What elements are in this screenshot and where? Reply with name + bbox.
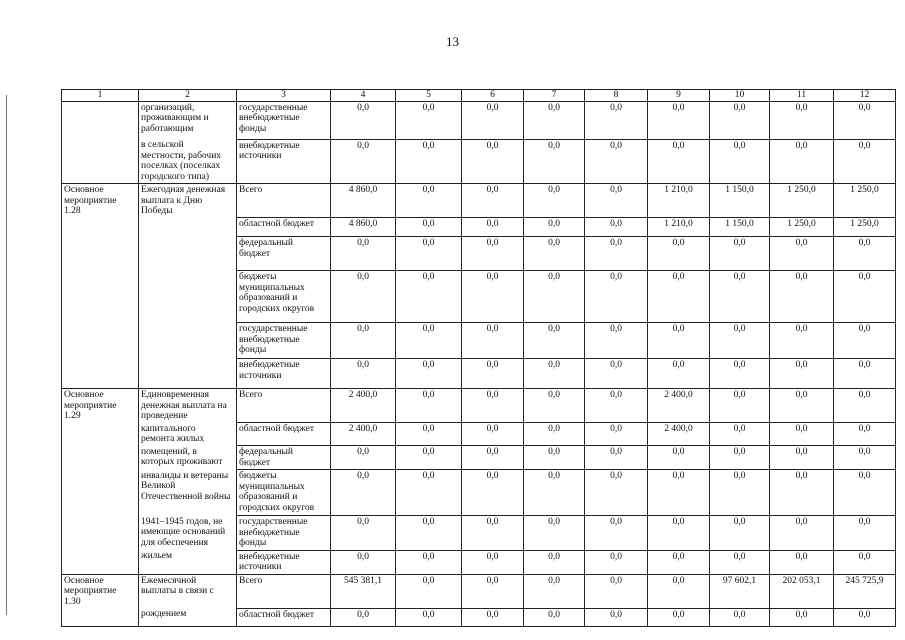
value-cell: 0,0 bbox=[396, 470, 462, 516]
activity-name-text: организаций, проживающим и работающим bbox=[141, 102, 209, 134]
value-cell: 0,0 bbox=[396, 608, 462, 626]
value-cell: 0,0 bbox=[770, 423, 834, 446]
value-cell: 0,0 bbox=[648, 359, 710, 389]
value-cell: 0,0 bbox=[770, 101, 834, 139]
funding-source-text: бюджеты муниципальных образований и городских округов bbox=[239, 471, 315, 513]
funding-source-cell bbox=[237, 389, 331, 423]
activity-code-cell bbox=[62, 101, 139, 139]
column-header: 9 bbox=[648, 90, 710, 102]
value-cell: 0,0 bbox=[834, 550, 896, 574]
value-cell: 2 400,0 bbox=[648, 423, 710, 446]
funding-source-cell bbox=[237, 608, 331, 626]
funding-source-cell bbox=[237, 446, 331, 470]
value-cell: 0,0 bbox=[585, 550, 648, 574]
value-cell: 0,0 bbox=[770, 323, 834, 359]
table-row bbox=[62, 608, 896, 626]
value-cell: 0,0 bbox=[834, 359, 896, 389]
value-cell: 2 400,0 bbox=[331, 389, 396, 423]
value-cell: 0,0 bbox=[770, 608, 834, 626]
activity-code-cell bbox=[62, 271, 139, 323]
value-cell: 0,0 bbox=[648, 271, 710, 323]
value-cell: 0,0 bbox=[396, 323, 462, 359]
activity-name-text: жильем bbox=[141, 551, 172, 561]
value-cell: 0,0 bbox=[462, 218, 524, 237]
funding-source-text: внебюджетные источники bbox=[239, 360, 300, 381]
table-row bbox=[62, 446, 896, 470]
table-row bbox=[62, 550, 896, 574]
funding-source-cell bbox=[237, 323, 331, 359]
activity-name-text: рождением bbox=[141, 609, 187, 619]
column-header: 5 bbox=[396, 90, 462, 102]
value-cell: 0,0 bbox=[834, 446, 896, 470]
value-cell: 0,0 bbox=[396, 271, 462, 323]
funding-source-cell bbox=[237, 101, 331, 139]
funding-source-text: федеральный бюджет bbox=[239, 447, 293, 468]
value-cell: 0,0 bbox=[648, 323, 710, 359]
value-cell: 1 250,0 bbox=[770, 184, 834, 218]
activity-name-cell bbox=[139, 446, 237, 470]
value-cell: 0,0 bbox=[331, 550, 396, 574]
activity-name-cell bbox=[139, 323, 237, 359]
activity-name-text: Ежегодная денежная выплата к Дню Победы bbox=[141, 185, 226, 216]
value-cell: 0,0 bbox=[770, 470, 834, 516]
activity-code-cell bbox=[62, 389, 139, 423]
value-cell: 0,0 bbox=[710, 101, 770, 139]
table-row bbox=[62, 574, 896, 608]
funding-source-text: Всего bbox=[239, 185, 263, 195]
value-cell: 1 210,0 bbox=[648, 184, 710, 218]
value-cell: 0,0 bbox=[770, 359, 834, 389]
value-cell: 0,0 bbox=[770, 446, 834, 470]
funding-source-cell bbox=[237, 184, 331, 218]
value-cell: 0,0 bbox=[331, 359, 396, 389]
funding-source-cell bbox=[237, 218, 331, 237]
value-cell: 0,0 bbox=[834, 271, 896, 323]
value-cell: 0,0 bbox=[524, 271, 585, 323]
column-header: 2 bbox=[139, 90, 237, 102]
value-cell: 0,0 bbox=[462, 323, 524, 359]
value-cell: 0,0 bbox=[396, 550, 462, 574]
value-cell: 97 602,1 bbox=[710, 574, 770, 608]
activity-name-cell bbox=[139, 271, 237, 323]
value-cell: 0,0 bbox=[524, 359, 585, 389]
value-cell: 0,0 bbox=[710, 237, 770, 271]
value-cell: 0,0 bbox=[648, 550, 710, 574]
value-cell: 0,0 bbox=[834, 323, 896, 359]
value-cell: 0,0 bbox=[710, 550, 770, 574]
funding-source-cell bbox=[237, 271, 331, 323]
funding-source-text: внебюджетные источники bbox=[239, 140, 300, 161]
value-cell: 4 860,0 bbox=[331, 218, 396, 237]
value-cell: 0,0 bbox=[834, 139, 896, 184]
funding-source-cell bbox=[237, 423, 331, 446]
table-row bbox=[62, 359, 896, 389]
activity-name-cell bbox=[139, 139, 237, 184]
activity-name-text: капитального ремонта жилых bbox=[141, 423, 205, 444]
funding-source-cell bbox=[237, 470, 331, 516]
value-cell: 0,0 bbox=[524, 608, 585, 626]
activity-name-cell bbox=[139, 218, 237, 237]
table-row bbox=[62, 470, 896, 516]
value-cell: 0,0 bbox=[834, 101, 896, 139]
value-cell: 202 053,1 bbox=[770, 574, 834, 608]
activity-name-cell bbox=[139, 389, 237, 423]
value-cell: 0,0 bbox=[331, 101, 396, 139]
value-cell: 0,0 bbox=[585, 389, 648, 423]
value-cell: 0,0 bbox=[524, 139, 585, 184]
activity-code-cell bbox=[62, 218, 139, 237]
funding-source-text: бюджеты муниципальных образований и городских округов bbox=[239, 272, 315, 314]
value-cell: 0,0 bbox=[585, 574, 648, 608]
value-cell: 0,0 bbox=[524, 470, 585, 516]
activity-code-cell bbox=[62, 139, 139, 184]
table-row bbox=[62, 184, 896, 218]
value-cell: 0,0 bbox=[834, 608, 896, 626]
value-cell: 0,0 bbox=[462, 516, 524, 551]
value-cell: 0,0 bbox=[648, 446, 710, 470]
value-cell: 0,0 bbox=[648, 608, 710, 626]
funding-source-cell bbox=[237, 139, 331, 184]
activity-name-cell bbox=[139, 516, 237, 551]
activity-code-text: Основное мероприятие 1.28 bbox=[64, 185, 117, 216]
value-cell: 0,0 bbox=[585, 139, 648, 184]
value-cell: 0,0 bbox=[710, 389, 770, 423]
value-cell: 0,0 bbox=[396, 423, 462, 446]
column-header: 3 bbox=[237, 90, 331, 102]
value-cell: 0,0 bbox=[462, 139, 524, 184]
value-cell: 0,0 bbox=[396, 359, 462, 389]
funding-source-cell bbox=[237, 516, 331, 551]
activity-code-cell bbox=[62, 470, 139, 516]
activity-code-cell bbox=[62, 574, 139, 608]
value-cell: 0,0 bbox=[648, 101, 710, 139]
activity-name-cell bbox=[139, 550, 237, 574]
value-cell: 2 400,0 bbox=[648, 389, 710, 423]
value-cell: 2 400,0 bbox=[331, 423, 396, 446]
value-cell: 0,0 bbox=[585, 237, 648, 271]
table-row bbox=[62, 516, 896, 551]
value-cell: 0,0 bbox=[710, 423, 770, 446]
funding-source-text: Всего bbox=[239, 575, 263, 586]
value-cell: 0,0 bbox=[585, 323, 648, 359]
value-cell: 0,0 bbox=[524, 446, 585, 470]
funding-source-cell bbox=[237, 550, 331, 574]
value-cell: 0,0 bbox=[585, 446, 648, 470]
value-cell: 1 150,0 bbox=[710, 184, 770, 218]
value-cell: 0,0 bbox=[396, 184, 462, 218]
value-cell: 0,0 bbox=[585, 101, 648, 139]
value-cell: 0,0 bbox=[462, 574, 524, 608]
value-cell: 0,0 bbox=[524, 101, 585, 139]
value-cell: 0,0 bbox=[710, 608, 770, 626]
funding-source-cell bbox=[237, 237, 331, 271]
value-cell: 0,0 bbox=[834, 423, 896, 446]
funding-source-text: внебюджетные источники bbox=[239, 551, 300, 572]
value-cell: 0,0 bbox=[331, 446, 396, 470]
activity-code-cell bbox=[62, 608, 139, 626]
value-cell: 0,0 bbox=[462, 423, 524, 446]
value-cell: 0,0 bbox=[331, 608, 396, 626]
activity-name-cell bbox=[139, 101, 237, 139]
activity-name-text: в сельской местности, рабочих поселках (поселках городского типа) bbox=[141, 140, 222, 182]
value-cell: 0,0 bbox=[396, 237, 462, 271]
value-cell: 0,0 bbox=[710, 323, 770, 359]
activity-code-text: Основное мероприятие 1.29 bbox=[64, 390, 117, 421]
column-header: 7 bbox=[524, 90, 585, 102]
value-cell: 0,0 bbox=[834, 470, 896, 516]
value-cell: 0,0 bbox=[331, 237, 396, 271]
table-row bbox=[62, 101, 896, 139]
value-cell: 0,0 bbox=[648, 237, 710, 271]
activity-name-cell bbox=[139, 359, 237, 389]
value-cell: 0,0 bbox=[524, 218, 585, 237]
activity-code-cell bbox=[62, 323, 139, 359]
value-cell: 0,0 bbox=[462, 608, 524, 626]
funding-source-text: областной бюджет bbox=[239, 219, 315, 229]
value-cell: 0,0 bbox=[524, 550, 585, 574]
value-cell: 0,0 bbox=[396, 139, 462, 184]
value-cell: 0,0 bbox=[585, 271, 648, 323]
funding-source-cell bbox=[237, 359, 331, 389]
value-cell: 0,0 bbox=[585, 608, 648, 626]
table-row bbox=[62, 237, 896, 271]
value-cell: 0,0 bbox=[770, 516, 834, 551]
value-cell: 1 250,0 bbox=[834, 218, 896, 237]
value-cell: 0,0 bbox=[834, 237, 896, 271]
activity-code-cell bbox=[62, 516, 139, 551]
activity-code-cell bbox=[62, 359, 139, 389]
value-cell: 0,0 bbox=[396, 101, 462, 139]
value-cell: 0,0 bbox=[396, 389, 462, 423]
value-cell: 0,0 bbox=[585, 516, 648, 551]
value-cell: 0,0 bbox=[331, 323, 396, 359]
value-cell: 0,0 bbox=[585, 470, 648, 516]
activity-code-cell bbox=[62, 184, 139, 218]
value-cell: 0,0 bbox=[834, 516, 896, 551]
value-cell: 0,0 bbox=[770, 550, 834, 574]
activity-code-cell bbox=[62, 237, 139, 271]
value-cell: 0,0 bbox=[462, 359, 524, 389]
value-cell: 0,0 bbox=[524, 574, 585, 608]
activity-name-text: инвалиды и ветераны Великой Отечественной войны bbox=[141, 470, 231, 502]
page-number: 13 bbox=[446, 34, 459, 49]
column-header: 10 bbox=[710, 90, 770, 102]
value-cell: 0,0 bbox=[648, 470, 710, 516]
activity-code-cell bbox=[62, 550, 139, 574]
value-cell: 0,0 bbox=[462, 389, 524, 423]
value-cell: 0,0 bbox=[770, 271, 834, 323]
value-cell: 1 250,0 bbox=[770, 218, 834, 237]
value-cell: 0,0 bbox=[710, 446, 770, 470]
value-cell: 0,0 bbox=[524, 516, 585, 551]
value-cell: 0,0 bbox=[524, 184, 585, 218]
value-cell: 0,0 bbox=[524, 423, 585, 446]
column-header: 8 bbox=[585, 90, 648, 102]
activity-name-cell bbox=[139, 470, 237, 516]
column-header: 12 bbox=[834, 90, 896, 102]
funding-source-text: областной бюджет bbox=[239, 424, 315, 434]
value-cell: 0,0 bbox=[710, 470, 770, 516]
funding-source-cell bbox=[237, 574, 331, 608]
value-cell: 0,0 bbox=[770, 139, 834, 184]
activity-code-text: Основное мероприятие 1.30 bbox=[64, 575, 117, 607]
budget-table bbox=[61, 89, 896, 627]
value-cell: 0,0 bbox=[331, 470, 396, 516]
value-cell: 0,0 bbox=[710, 359, 770, 389]
value-cell: 0,0 bbox=[331, 516, 396, 551]
value-cell: 0,0 bbox=[396, 446, 462, 470]
value-cell: 0,0 bbox=[396, 218, 462, 237]
activity-name-cell bbox=[139, 574, 237, 608]
table-row bbox=[62, 323, 896, 359]
value-cell: 0,0 bbox=[462, 446, 524, 470]
value-cell: 0,0 bbox=[524, 323, 585, 359]
value-cell: 1 150,0 bbox=[710, 218, 770, 237]
column-header: 4 bbox=[331, 90, 396, 102]
funding-source-text: государственные внебюджетные фонды bbox=[239, 517, 308, 548]
activity-name-text: Ежемесячной выплаты в связи с bbox=[141, 575, 214, 596]
value-cell: 0,0 bbox=[462, 271, 524, 323]
value-cell: 0,0 bbox=[770, 237, 834, 271]
value-cell: 0,0 bbox=[648, 139, 710, 184]
value-cell: 0,0 bbox=[524, 237, 585, 271]
value-cell: 4 860,0 bbox=[331, 184, 396, 218]
value-cell: 245 725,9 bbox=[834, 574, 896, 608]
value-cell: 0,0 bbox=[331, 271, 396, 323]
value-cell: 1 250,0 bbox=[834, 184, 896, 218]
value-cell: 0,0 bbox=[710, 139, 770, 184]
page-margin-line bbox=[6, 95, 7, 615]
value-cell: 0,0 bbox=[585, 184, 648, 218]
value-cell: 1 210,0 bbox=[648, 218, 710, 237]
value-cell: 0,0 bbox=[396, 574, 462, 608]
value-cell: 545 381,1 bbox=[331, 574, 396, 608]
value-cell: 0,0 bbox=[648, 516, 710, 551]
activity-name-cell bbox=[139, 608, 237, 626]
funding-source-text: государственные внебюджетные фонды bbox=[239, 324, 308, 355]
value-cell: 0,0 bbox=[585, 218, 648, 237]
table-row bbox=[62, 389, 896, 423]
funding-source-text: Всего bbox=[239, 390, 263, 400]
value-cell: 0,0 bbox=[524, 389, 585, 423]
funding-source-text: федеральный бюджет bbox=[239, 238, 293, 259]
column-header: 1 bbox=[62, 90, 139, 102]
activity-name-cell bbox=[139, 237, 237, 271]
activity-name-text: Единовременная денежная выплата на проведение bbox=[141, 390, 227, 421]
table-row bbox=[62, 139, 896, 184]
value-cell: 0,0 bbox=[462, 470, 524, 516]
activity-name-text: помещений, в которых проживают bbox=[141, 446, 223, 467]
activity-code-cell bbox=[62, 446, 139, 470]
funding-source-text: областной бюджет bbox=[239, 609, 315, 620]
value-cell: 0,0 bbox=[462, 184, 524, 218]
table-row bbox=[62, 218, 896, 237]
value-cell: 0,0 bbox=[710, 516, 770, 551]
value-cell: 0,0 bbox=[585, 359, 648, 389]
value-cell: 0,0 bbox=[710, 271, 770, 323]
value-cell: 0,0 bbox=[396, 516, 462, 551]
table-row bbox=[62, 271, 896, 323]
value-cell: 0,0 bbox=[770, 389, 834, 423]
value-cell: 0,0 bbox=[585, 423, 648, 446]
table-header-row bbox=[62, 90, 896, 102]
activity-name-cell bbox=[139, 423, 237, 446]
activity-code-cell bbox=[62, 423, 139, 446]
value-cell: 0,0 bbox=[331, 139, 396, 184]
activity-name-text: 1941–1945 годов, не имеющие оснований для обеспечения bbox=[141, 516, 226, 548]
value-cell: 0,0 bbox=[462, 101, 524, 139]
activity-name-cell bbox=[139, 184, 237, 218]
column-header: 11 bbox=[770, 90, 834, 102]
value-cell: 0,0 bbox=[462, 550, 524, 574]
value-cell: 0,0 bbox=[462, 237, 524, 271]
value-cell: 0,0 bbox=[648, 574, 710, 608]
funding-source-text: государственные внебюджетные фонды bbox=[239, 102, 308, 134]
value-cell: 0,0 bbox=[834, 389, 896, 423]
table-row bbox=[62, 423, 896, 446]
column-header: 6 bbox=[462, 90, 524, 102]
